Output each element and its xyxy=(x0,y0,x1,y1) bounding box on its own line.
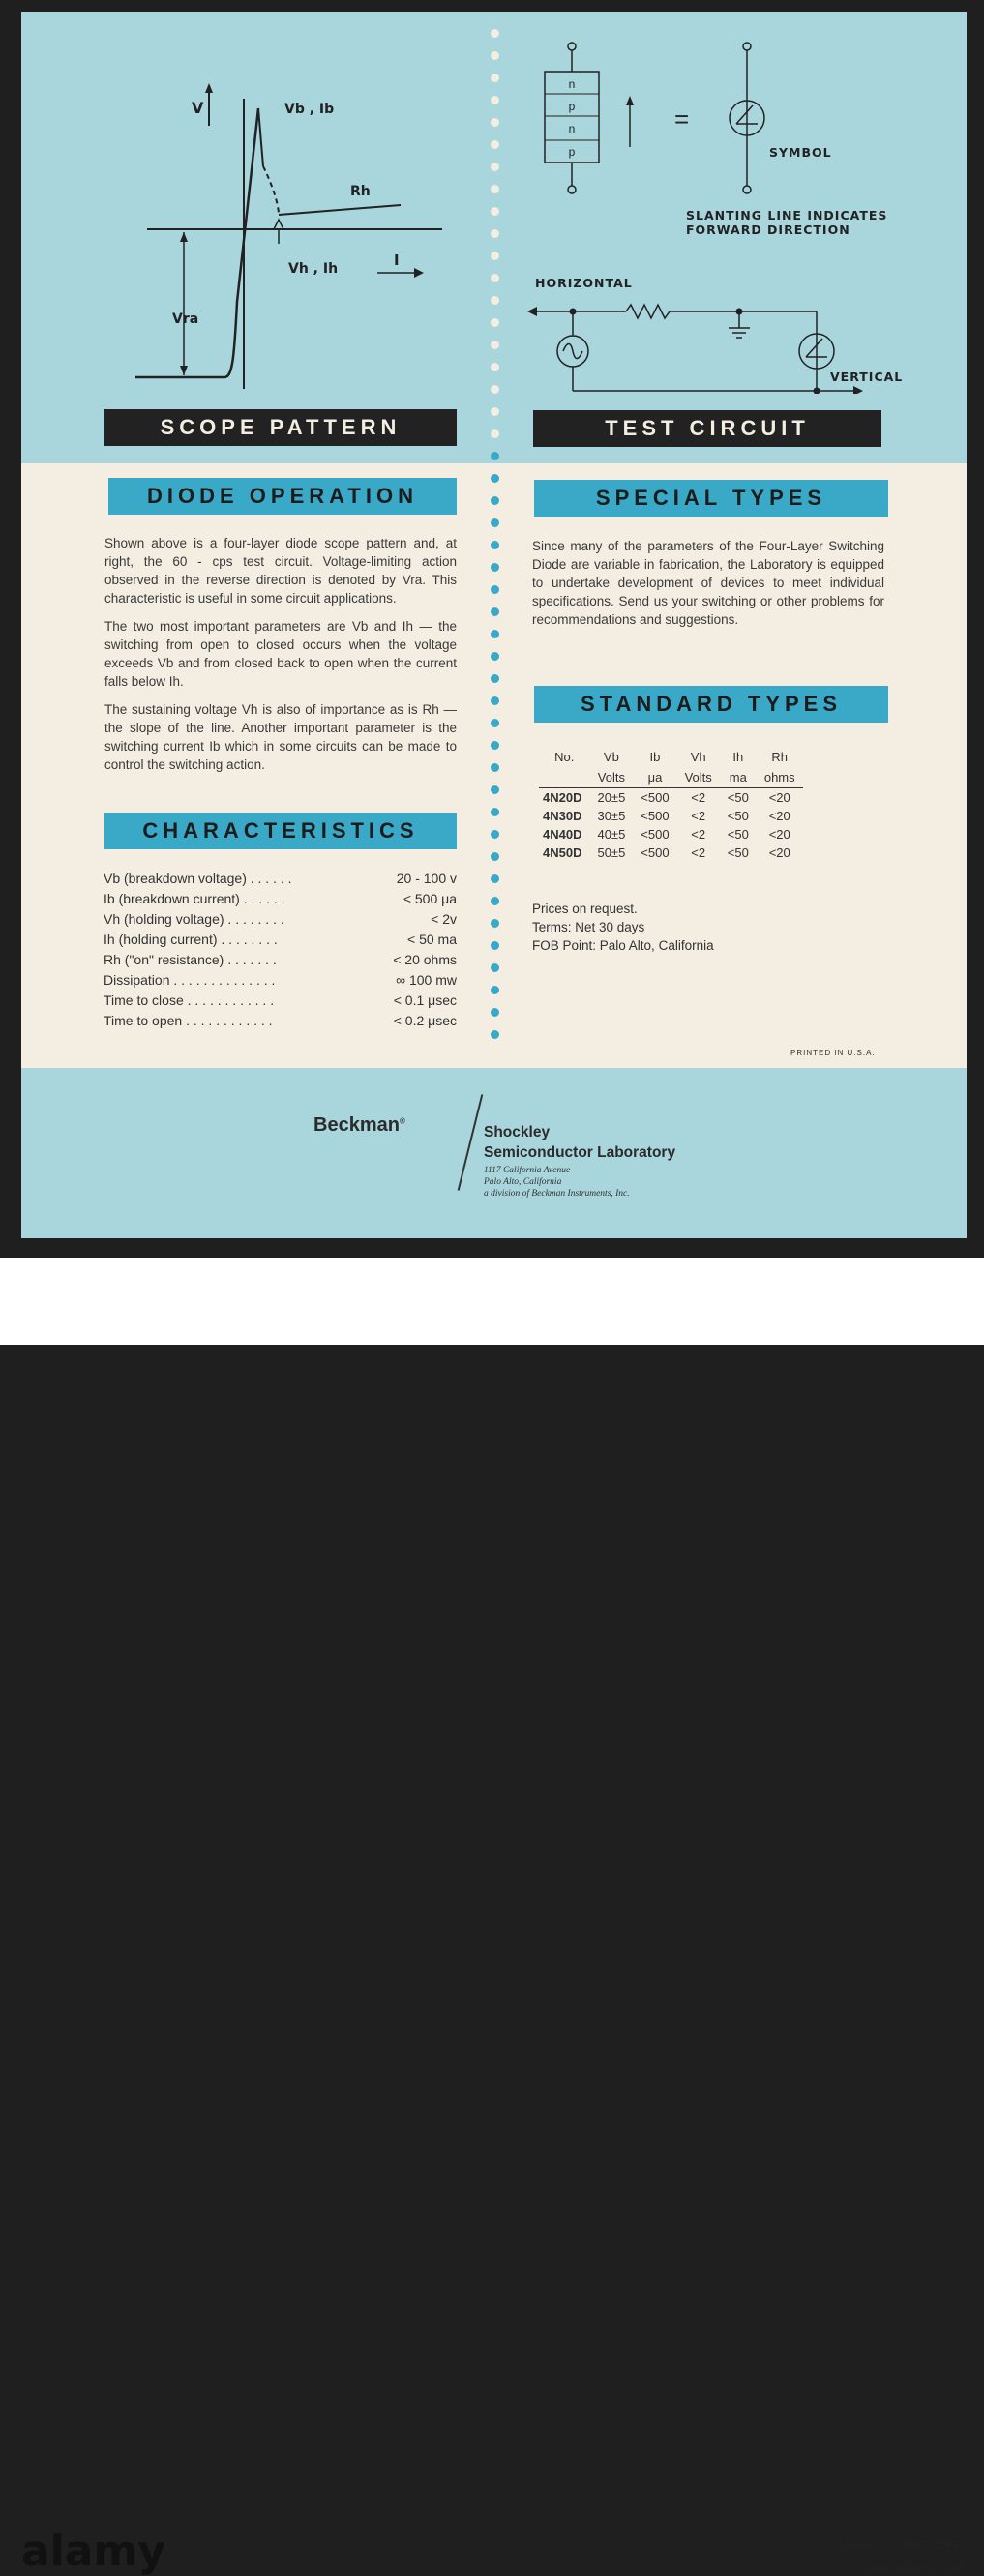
divider-dot xyxy=(491,140,499,149)
divider-dot xyxy=(491,941,499,950)
divider-dot xyxy=(491,207,499,216)
table-cell: <500 xyxy=(641,845,670,860)
characteristic-row xyxy=(104,932,457,952)
image-id: Image ID: 3BG5DFF xyxy=(839,2537,963,2553)
table-cell: 4N50D xyxy=(543,845,582,860)
column-header: Vh xyxy=(690,750,706,764)
scope-pattern-title: SCOPE PATTERN xyxy=(104,409,457,446)
characteristic-value: < 0.1 μsec xyxy=(393,992,457,1008)
table-cell: <20 xyxy=(768,790,790,805)
divider-dot xyxy=(491,897,499,905)
column-header: Rh xyxy=(771,750,789,764)
layer-3: n xyxy=(568,122,576,135)
characteristic-value: < 500 μa xyxy=(403,891,457,906)
divider-dot xyxy=(491,518,499,527)
layer-2: p xyxy=(568,100,576,113)
divider-dot xyxy=(491,630,499,638)
table-header-row xyxy=(539,747,803,767)
divider-dot xyxy=(491,1008,499,1017)
test-circuit-diagram xyxy=(520,36,926,394)
table-cell: <2 xyxy=(691,809,706,823)
note-prices: Prices on request. xyxy=(532,902,638,916)
table-cell: <50 xyxy=(727,827,749,842)
table-cell: <500 xyxy=(641,790,670,805)
slant-note-line1: SLANTING LINE INDICATES xyxy=(686,208,888,222)
table-cell: <500 xyxy=(641,809,670,823)
address-line3: a division of Beckman Instruments, Inc. xyxy=(484,1189,630,1199)
divider-dot xyxy=(491,363,499,371)
column-unit xyxy=(539,767,589,788)
table-cell: <2 xyxy=(691,827,706,842)
table-cell: 40±5 xyxy=(597,827,626,842)
table-cell: <20 xyxy=(768,809,790,823)
divider-dot xyxy=(491,541,499,549)
column-header: Vb xyxy=(603,750,619,764)
divider-dot xyxy=(491,674,499,683)
divider-dot xyxy=(491,963,499,972)
divider-dot xyxy=(491,986,499,994)
diode-operation-title: DIODE OPERATION xyxy=(108,478,457,515)
characteristic-row xyxy=(104,992,457,1013)
divider-dot xyxy=(491,163,499,171)
table-cell: <20 xyxy=(768,845,790,860)
scope-pattern-diagram xyxy=(118,70,466,399)
characteristic-label: Ih (holding current) . . . . . . . . xyxy=(104,932,278,947)
lab-name-line1: Shockley xyxy=(484,1124,551,1140)
table-cell: <2 xyxy=(691,845,706,860)
divider-dot xyxy=(491,496,499,505)
symbol-label: SYMBOL xyxy=(769,145,832,160)
special-types-title: SPECIAL TYPES xyxy=(534,480,888,517)
column-unit: μa xyxy=(647,770,663,785)
column-header: Ib xyxy=(649,750,661,764)
divider-dot xyxy=(491,474,499,483)
divider-dot xyxy=(491,808,499,816)
characteristic-label: Dissipation . . . . . . . . . . . . . . xyxy=(104,972,276,988)
table-cell: <2 xyxy=(691,790,706,805)
divider-dot xyxy=(491,385,499,394)
address-line1: 1117 California Avenue xyxy=(484,1166,571,1175)
divider-dot xyxy=(491,852,499,861)
characteristic-label: Time to open . . . . . . . . . . . . xyxy=(104,1013,273,1028)
table-row xyxy=(539,788,803,808)
divider-dot xyxy=(491,318,499,327)
printed-in-usa: PRINTED IN U.S.A. xyxy=(790,1049,876,1057)
divider-dot xyxy=(491,452,499,460)
column-header: No. xyxy=(554,750,575,764)
characteristic-row xyxy=(104,952,457,972)
divider-dot xyxy=(491,185,499,193)
divider-dot xyxy=(491,74,499,82)
characteristic-row xyxy=(104,1013,457,1033)
characteristic-label: Ib (breakdown current) . . . . . . xyxy=(104,891,285,906)
scope-label-vra: Vra xyxy=(172,311,199,327)
lab-name xyxy=(484,1122,675,1163)
divider-dot xyxy=(491,274,499,282)
characteristic-row xyxy=(104,891,457,911)
horizontal-label: HORIZONTAL xyxy=(535,276,633,290)
divider-dot xyxy=(491,919,499,928)
table-cell: <500 xyxy=(641,827,670,842)
scope-label-i: I xyxy=(394,252,400,269)
table-cell: 4N20D xyxy=(543,790,582,805)
characteristic-label: Time to close . . . . . . . . . . . . xyxy=(104,992,275,1008)
diode-operation-para-1: Shown above is a four-layer diode scope pattern and, at right, the 60 - cps test circuit. Voltage-limiting action observed in the reverse direction is denoted by Vra. This characteristic is useful in some circuit applications. xyxy=(104,536,457,606)
table-body xyxy=(539,788,803,863)
characteristic-value: 20 - 100 v xyxy=(396,871,457,886)
characteristic-value: < 0.2 μsec xyxy=(393,1013,457,1028)
scope-label-vb-ib: Vb , Ib xyxy=(284,102,335,117)
table-cell: 50±5 xyxy=(597,845,626,860)
table-cell: 30±5 xyxy=(597,809,626,823)
stock-footer xyxy=(0,1258,984,2576)
characteristic-value: < 2v xyxy=(431,911,457,927)
table-cell: 4N30D xyxy=(543,809,582,823)
table-row xyxy=(539,807,803,825)
table-row xyxy=(539,844,803,862)
characteristic-value: ∞ 100 mw xyxy=(396,972,457,988)
divider-dot xyxy=(491,652,499,661)
divider-dot xyxy=(491,1030,499,1039)
divider-dot xyxy=(491,785,499,794)
divider-dot xyxy=(491,563,499,572)
pricing-notes xyxy=(532,900,714,955)
divider-dot xyxy=(491,29,499,38)
divider-dot xyxy=(491,252,499,260)
layer-4: p xyxy=(568,145,576,159)
table-units-row xyxy=(539,767,803,788)
brochure-page xyxy=(21,12,967,1238)
standard-types-table xyxy=(539,747,803,862)
table-cell: <50 xyxy=(727,809,749,823)
slant-note-line2: FORWARD DIRECTION xyxy=(686,222,850,237)
note-terms: Terms: Net 30 days xyxy=(532,920,645,934)
divider-dot xyxy=(491,830,499,839)
divider-dot xyxy=(491,696,499,705)
layer-1: n xyxy=(568,77,576,91)
diode-operation-text xyxy=(104,534,457,784)
column-unit: Volts xyxy=(684,770,712,785)
equals-sign: = xyxy=(674,104,690,133)
divider-dot xyxy=(491,407,499,416)
column-unit: ma xyxy=(729,770,747,785)
scope-label-rh: Rh xyxy=(350,184,371,199)
characteristic-row xyxy=(104,871,457,891)
column-unit: ohms xyxy=(763,770,795,785)
characteristic-label: Rh ("on" resistance) . . . . . . . xyxy=(104,952,277,967)
beckman-logo: Beckman® xyxy=(313,1114,405,1136)
scope-label-v: V xyxy=(192,99,204,117)
characteristic-row xyxy=(104,972,457,992)
divider-dot xyxy=(491,341,499,349)
alamy-logo: alamy xyxy=(21,2527,165,2576)
lab-name-line2: Semiconductor Laboratory xyxy=(484,1144,676,1161)
divider-dot xyxy=(491,607,499,616)
diode-operation-para-3: The sustaining voltage Vh is also of importance as is Rh — the slope of the line. Another important parameter is the switching current Ib which in some circuits can be made to control the switching action. xyxy=(104,702,457,772)
scope-label-vh-ih: Vh , Ih xyxy=(288,261,339,277)
address-line2: Palo Alto, California xyxy=(484,1177,562,1187)
divider-dot xyxy=(491,118,499,127)
stock-url: www.alamy.com xyxy=(865,2560,963,2575)
table-cell: <20 xyxy=(768,827,790,842)
table-cell: 4N40D xyxy=(543,827,582,842)
vertical-label: VERTICAL xyxy=(830,370,904,384)
table-cell: <50 xyxy=(727,790,749,805)
table-cell: <50 xyxy=(727,845,749,860)
lab-address xyxy=(484,1165,630,1199)
column-header: Ih xyxy=(732,750,744,764)
divider-dot xyxy=(491,719,499,727)
standard-types-title: STANDARD TYPES xyxy=(534,686,888,723)
characteristic-label: Vh (holding voltage) . . . . . . . . xyxy=(104,911,284,927)
characteristic-label: Vb (breakdown voltage) . . . . . . xyxy=(104,871,292,886)
divider-dot xyxy=(491,51,499,60)
characteristic-row xyxy=(104,911,457,932)
table-row xyxy=(539,825,803,844)
note-fob: FOB Point: Palo Alto, California xyxy=(532,938,714,953)
column-unit: Volts xyxy=(597,770,625,785)
divider-dot xyxy=(491,763,499,772)
special-types-text: Since many of the parameters of the Four-Layer Switching Diode are variable in fabrication, the Laboratory is equipped to undertake development of devices to meet individual specifications. Send us your switching or other problems for recommendations and suggestions. xyxy=(532,539,884,627)
divider-dot xyxy=(491,296,499,305)
diode-operation-para-2: The two most important parameters are Vb and Ih — the switching from open to closed occurs when the voltage exceeds Vb and from closed back to open when the current falls below Ih. xyxy=(104,619,457,689)
characteristic-value: < 50 ma xyxy=(407,932,457,947)
table-cell: 20±5 xyxy=(597,790,626,805)
test-circuit-title: TEST CIRCUIT xyxy=(533,410,881,447)
divider-dot xyxy=(491,874,499,883)
divider-dot xyxy=(491,741,499,750)
divider-dot xyxy=(491,429,499,438)
characteristic-value: < 20 ohms xyxy=(393,952,457,967)
divider-dot xyxy=(491,229,499,238)
characteristics-title: CHARACTERISTICS xyxy=(104,813,457,849)
divider-dot xyxy=(491,585,499,594)
divider-dot xyxy=(491,96,499,104)
